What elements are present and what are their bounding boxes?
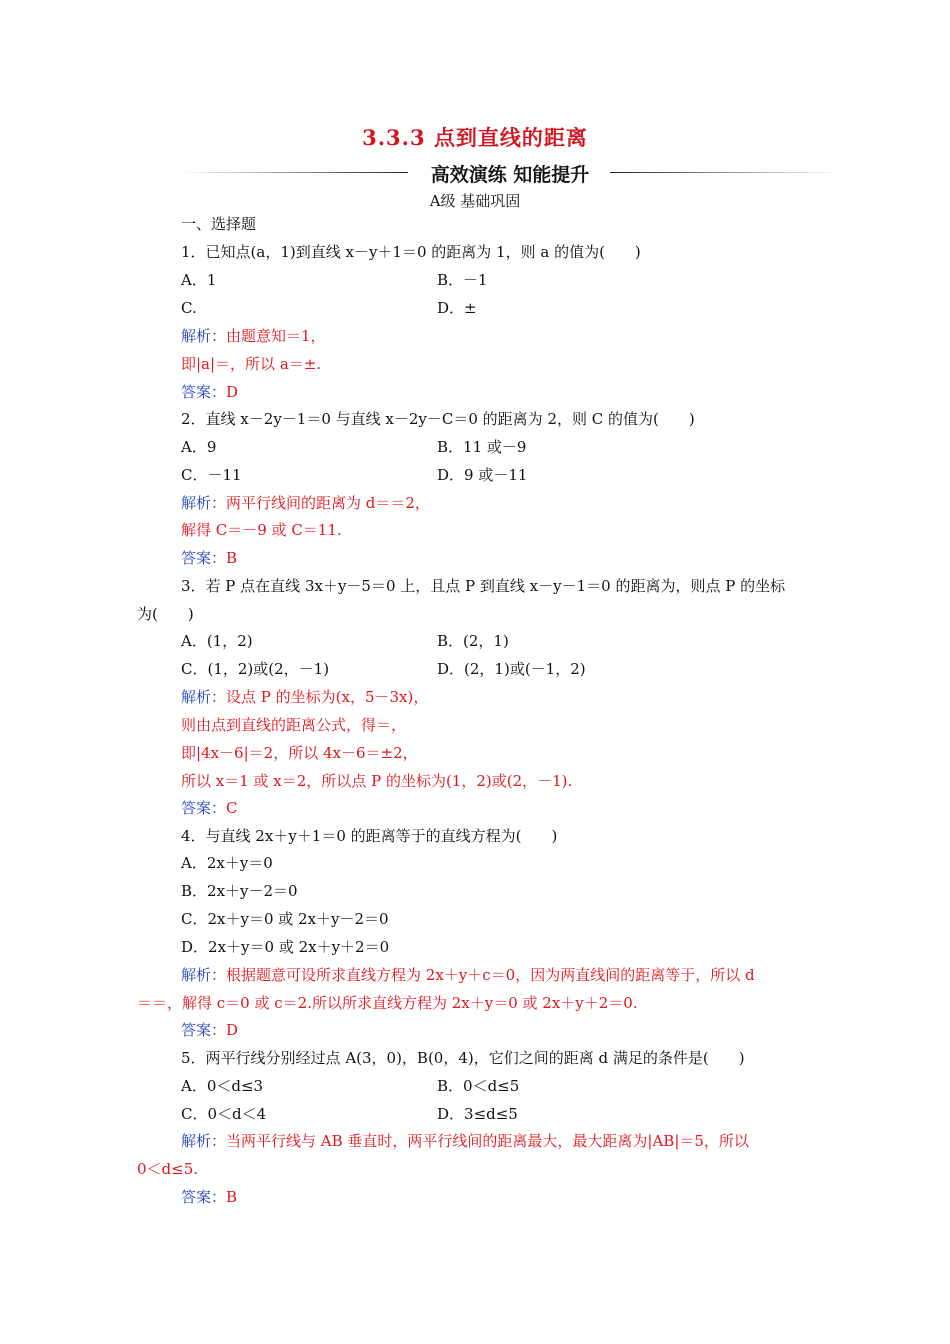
q1-option-b: B．－1: [437, 271, 488, 289]
q4-stem: 4．与直线 2x＋y＋1＝0 的距离等于的直线方程为( ): [181, 827, 558, 845]
q3-answer-label: 答案：: [181, 799, 227, 817]
q3-option-c: C．(1，2)或(2，－1): [181, 660, 330, 678]
q4-analysis-text-2: ＝＝，解得 c＝0 或 c＝2.所以所求直线方程为 2x＋y＝0 或 2x＋y＋2＝0.: [137, 994, 638, 1012]
q2-analysis-text: 两平行线间的距离为 d＝＝2，: [226, 494, 430, 512]
q2-answer-label: 答案：: [181, 549, 227, 567]
q5-answer: B: [226, 1188, 238, 1206]
q3-analysis-text-2: 则由点到直线的距离公式，得＝，: [181, 716, 407, 734]
q4-option-d: D．2x＋y＝0 或 2x＋y＋2＝0: [181, 938, 390, 956]
q1-option-a: A．1: [181, 271, 217, 289]
q5-option-b: B．0＜d≤5: [437, 1077, 520, 1095]
q2-analysis-line: [181, 493, 430, 513]
q4-analysis-label: 解析：: [181, 966, 227, 984]
q3-option-a: A．(1，2): [181, 632, 253, 650]
q4-analysis-line: [181, 965, 755, 985]
q4-option-c: C．2x＋y＝0 或 2x＋y－2＝0: [181, 910, 389, 928]
q5-answer-label: 答案：: [181, 1188, 227, 1206]
q2-analysis-text-2: 解得 C＝－9 或 C＝11.: [181, 521, 342, 539]
q4-analysis-text: 根据题意可设所求直线方程为 2x＋y＋c＝0，因为两直线间的距离等于，所以 d: [226, 966, 755, 984]
q5-answer-line: [181, 1187, 237, 1207]
page-title: 3.3.3 点到直线的距离: [362, 125, 588, 150]
q4-answer: D: [226, 1021, 239, 1039]
q1-option-d: D．±: [437, 299, 477, 317]
subtitle-banner: [180, 160, 840, 186]
q1-analysis-line: [181, 326, 326, 346]
subtitle: 高效演练 知能提升: [430, 164, 590, 186]
q3-analysis-text-3: 即|4x－6|＝2，所以 4x－6＝±2，: [181, 744, 418, 762]
q3-option-d: D．(2，1)或(－1，2): [437, 660, 586, 678]
q5-analysis-text-2: 0＜d≤5.: [137, 1160, 199, 1178]
q2-analysis-label: 解析：: [181, 494, 227, 512]
q3-analysis-label: 解析：: [181, 688, 227, 706]
q4-answer-label: 答案：: [181, 1021, 227, 1039]
q2-option-c: C．－11: [181, 466, 242, 484]
subtitle-rule-right: [610, 172, 840, 173]
q5-option-a: A．0＜d≤3: [181, 1077, 264, 1095]
q3-stem: 3．若 P 点在直线 3x＋y－5＝0 上，且点 P 到直线 x－y－1＝0 的距离为，则点 P 的坐标: [181, 577, 786, 595]
q1-answer-line: [181, 382, 238, 402]
q3-option-b: B．(2，1): [437, 632, 509, 650]
q5-analysis-label: 解析：: [181, 1132, 227, 1150]
q5-stem: 5．两平行线分别经过点 A(3，0)，B(0，4)，它们之间的距离 d 满足的条件是( ): [181, 1049, 745, 1067]
q2-answer-line: [181, 548, 237, 568]
q3-analysis-line: [181, 687, 428, 707]
q4-option-b: B．2x＋y－2＝0: [181, 882, 298, 900]
q1-analysis-label: 解析：: [181, 327, 227, 345]
q5-analysis-text: 当两平行线与 AB 垂直时，两平行线间的距离最大，最大距离为|AB|＝5，所以: [226, 1132, 749, 1150]
q1-analysis-text: 由题意知＝1，: [226, 327, 326, 345]
q4-answer-line: [181, 1020, 238, 1040]
q2-answer: B: [226, 549, 238, 567]
q3-analysis-text-4: 所以 x＝1 或 x＝2，所以点 P 的坐标为(1，2)或(2，－1).: [181, 772, 573, 790]
q3-answer: C: [226, 799, 238, 817]
q2-option-b: B．11 或－9: [437, 438, 527, 456]
q5-option-d: D．3≤d≤5: [437, 1105, 518, 1123]
q4-option-a: A．2x＋y＝0: [181, 854, 273, 872]
q3-stem-continued: 为( ): [137, 605, 194, 623]
q2-option-a: A．9: [181, 438, 217, 456]
q3-analysis-text: 设点 P 的坐标为(x，5－3x)，: [226, 688, 429, 706]
q1-answer-label: 答案：: [181, 383, 227, 401]
q1-analysis-text-2: 即|a|＝，所以 a＝±.: [181, 355, 322, 373]
q1-stem: 1．已知点(a，1)到直线 x－y＋1＝0 的距离为 1，则 a 的值为( ): [181, 243, 641, 261]
q1-answer: D: [226, 383, 239, 401]
q5-analysis-line: [181, 1131, 749, 1151]
q2-option-d: D．9 或－11: [437, 466, 528, 484]
q2-stem: 2．直线 x－2y－1＝0 与直线 x－2y－C＝0 的距离为 2，则 C 的值为( ): [181, 410, 695, 428]
level-heading: A级 基础巩固: [429, 192, 521, 210]
q1-option-c: C.: [181, 299, 197, 317]
section-heading: 一、选择题: [181, 215, 257, 233]
q5-option-c: C．0＜d＜4: [181, 1105, 267, 1123]
q3-answer-line: [181, 798, 238, 818]
